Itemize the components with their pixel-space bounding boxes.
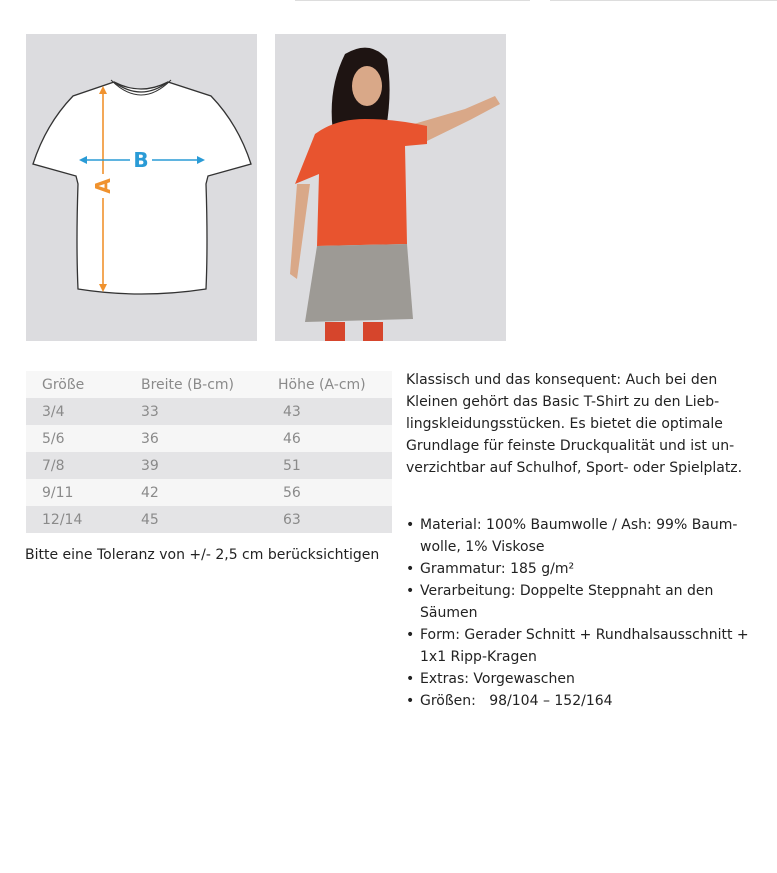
cell-width: 33	[141, 403, 159, 420]
list-item	[406, 514, 766, 558]
cell-height: 63	[283, 511, 301, 528]
list-item	[406, 558, 766, 580]
list-item	[406, 580, 766, 624]
cell-width: 42	[141, 484, 159, 501]
top-divider-1	[295, 0, 530, 1]
cell-height: 46	[283, 430, 301, 447]
description-text: Klassisch und das konsequent: Auch bei den Kleinen gehört das Basic T-Shirt zu den Lieblingskleidungsstücken. Es bietet die optimale Grundlage für feinste Druckqualität und ist unverzichtbar auf Schulhof, Sport- oder Spielplatz.	[406, 372, 743, 476]
cell-width: 45	[141, 511, 159, 528]
cell-size: 12/14	[42, 511, 83, 528]
cell-width: 36	[141, 430, 159, 447]
list-item	[406, 690, 766, 712]
feature-text: Verarbeitung: Doppelte Steppnaht an den Säumen	[420, 583, 714, 621]
cell-size: 7/8	[42, 457, 65, 474]
feature-text: Material: 100% Baumwolle / Ash: 99% Baumwolle, 1% Viskose	[420, 517, 738, 555]
bullet-icon: •	[406, 517, 415, 533]
size-diagram-image	[26, 34, 257, 341]
bullet-icon: •	[406, 583, 415, 599]
list-item	[406, 668, 766, 690]
top-divider-2	[550, 0, 777, 1]
cell-width: 39	[141, 457, 159, 474]
tolerance-note: Bitte eine Toleranz von +/- 2,5 cm berücksichtigen	[25, 547, 380, 563]
feature-text: Größen: 98/104 – 152/164	[420, 693, 613, 709]
diagram-label-a: A	[91, 178, 115, 194]
product-description	[406, 369, 766, 479]
table-row	[26, 398, 392, 425]
header-height: Höhe (A-cm)	[278, 376, 366, 393]
cell-height: 56	[283, 484, 301, 501]
table-row	[26, 506, 392, 533]
bullet-icon: •	[406, 671, 415, 687]
feature-text: Grammatur: 185 g/m²	[420, 561, 575, 577]
header-width: Breite (B-cm)	[141, 376, 235, 393]
cell-size: 3/4	[42, 403, 65, 420]
feature-text: Extras: Vorgewaschen	[420, 671, 575, 687]
cell-size: 9/11	[42, 484, 74, 501]
cell-height: 43	[283, 403, 301, 420]
feature-text: Form: Gerader Schnitt + Rundhalsausschnitt + 1x1 Ripp-Kragen	[420, 627, 749, 665]
cell-size: 5/6	[42, 430, 65, 447]
table-row	[26, 452, 392, 479]
diagram-label-b: B	[133, 148, 149, 172]
bullet-icon: •	[406, 627, 415, 643]
model-photo	[275, 34, 506, 341]
table-row	[26, 479, 392, 506]
table-row	[26, 425, 392, 452]
size-table	[26, 371, 392, 533]
bullet-icon: •	[406, 693, 415, 709]
cell-height: 51	[283, 457, 301, 474]
feature-list	[406, 514, 766, 712]
list-item	[406, 624, 766, 668]
bullet-icon: •	[406, 561, 415, 577]
header-size: Größe	[42, 376, 85, 393]
table-header-row	[26, 371, 392, 398]
